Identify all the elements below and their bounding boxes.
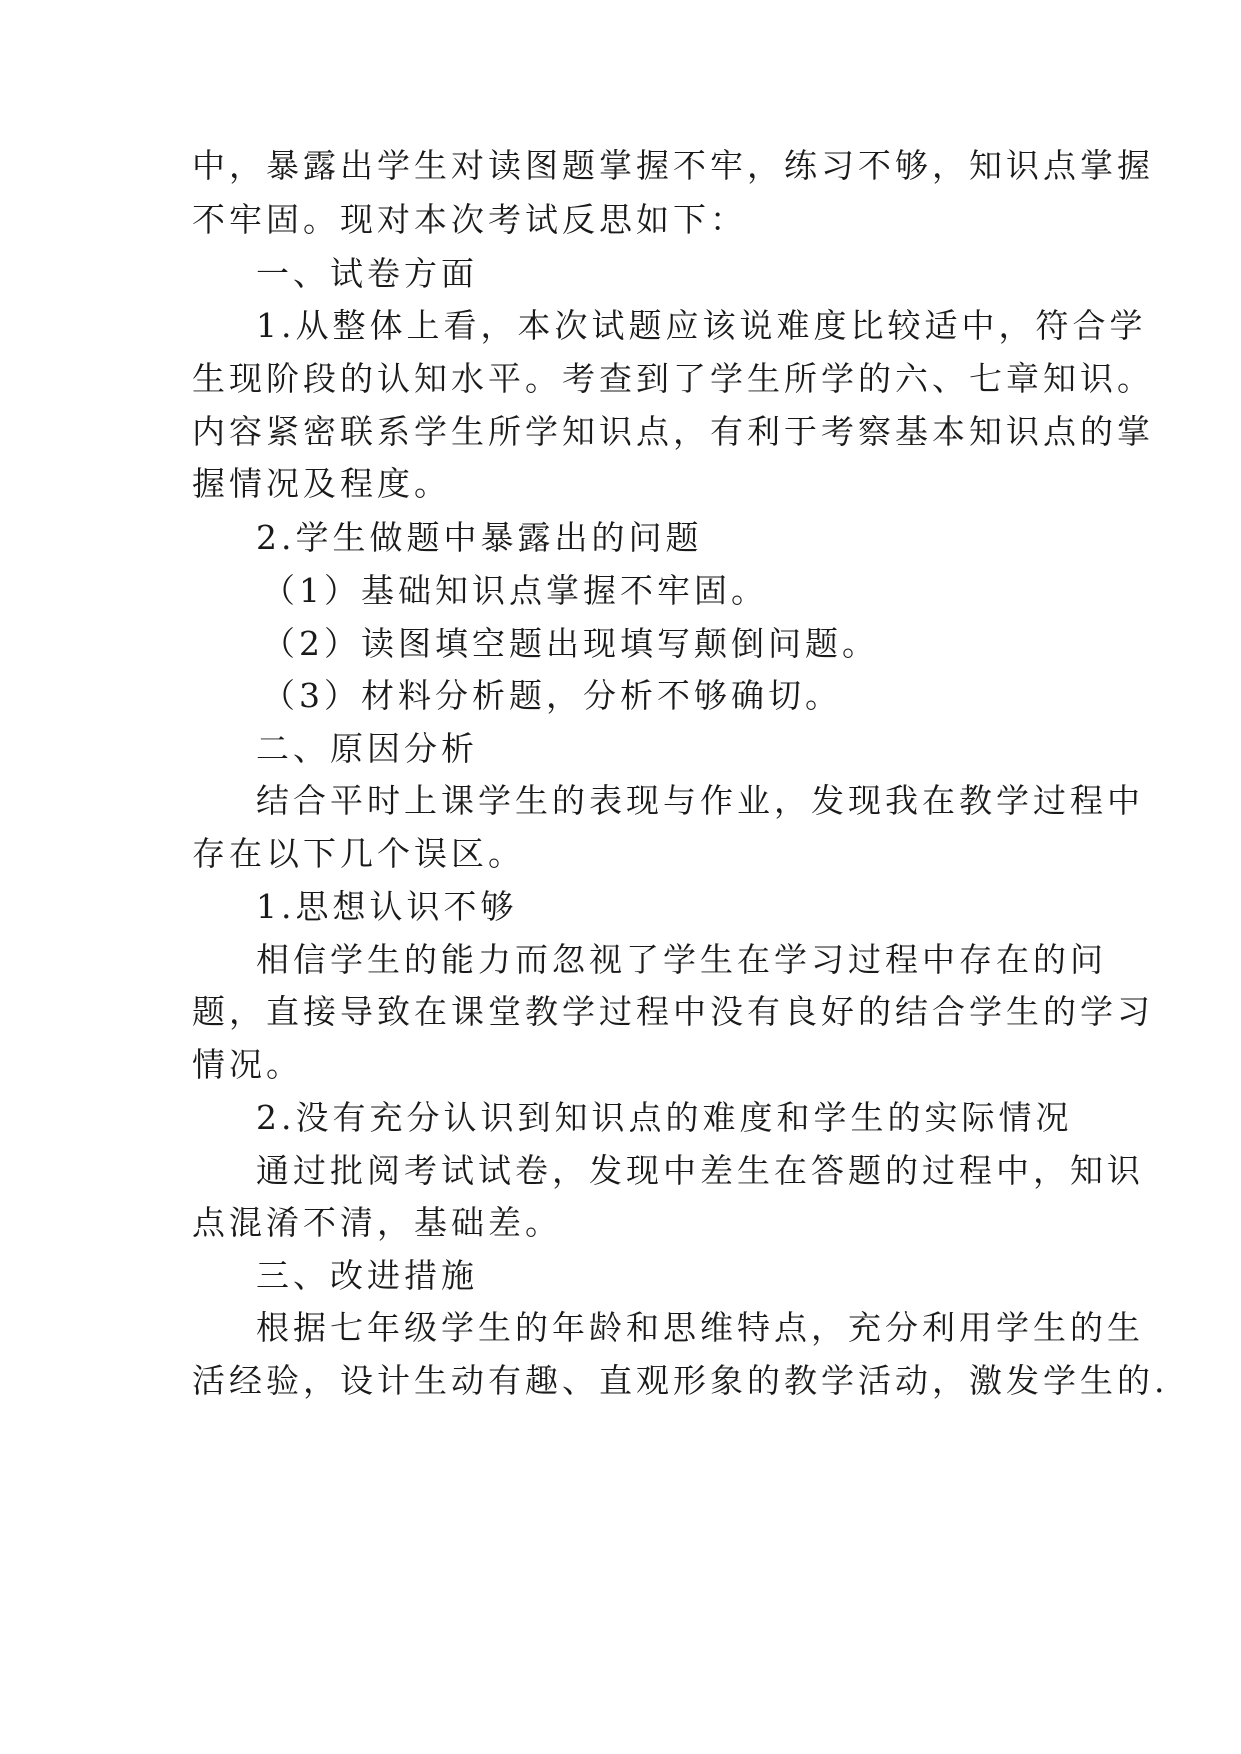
section-heading: 三、改进措施: [256, 1256, 478, 1295]
section-heading: 二、原因分析: [256, 729, 478, 768]
text-line: 相信学生的能力而忽视了学生在学习过程中存在的问: [256, 940, 1107, 979]
list-item: （3）材料分析题，分析不够确切。: [262, 676, 842, 715]
text-line: 点混淆不清，基础差。: [192, 1203, 562, 1242]
subheading: 1.思想认识不够: [256, 887, 518, 926]
text-line: 中，暴露出学生对读图题掌握不牢，练习不够，知识点掌握: [192, 146, 1154, 185]
text-line: 根据七年级学生的年龄和思维特点，充分利用学生的生: [256, 1308, 1144, 1347]
text-line: 1.从整体上看，本次试题应该说难度比较适中，符合学: [256, 306, 1147, 345]
text-line: 题，直接导致在课堂教学过程中没有良好的结合学生的学习: [192, 992, 1154, 1031]
list-item: （2）读图填空题出现填写颠倒问题。: [262, 624, 879, 663]
subheading: 2.学生做题中暴露出的问题: [256, 518, 703, 557]
text-line: 存在以下几个误区。: [192, 834, 525, 873]
text-line: 通过批阅考试试卷，发现中差生在答题的过程中，知识: [256, 1151, 1144, 1190]
text-line: 情况。: [192, 1045, 303, 1084]
text-line: 结合平时上课学生的表现与作业，发现我在教学过程中: [256, 781, 1144, 820]
text-line: 生现阶段的认知水平。考查到了学生所学的六、七章知识。: [192, 359, 1154, 398]
text-line: 不牢固。现对本次考试反思如下：: [192, 200, 747, 239]
text-line: 活经验，设计生动有趣、直观形象的教学活动，激发学生的.: [192, 1361, 1169, 1400]
subheading: 2.没有充分认识到知识点的难度和学生的实际情况: [256, 1098, 1073, 1137]
text-line: 握情况及程度。: [192, 464, 451, 503]
section-heading: 一、试卷方面: [256, 254, 478, 293]
list-item: （1）基础知识点掌握不牢固。: [262, 571, 768, 610]
text-line: 内容紧密联系学生所学知识点，有利于考察基本知识点的掌: [192, 412, 1154, 451]
